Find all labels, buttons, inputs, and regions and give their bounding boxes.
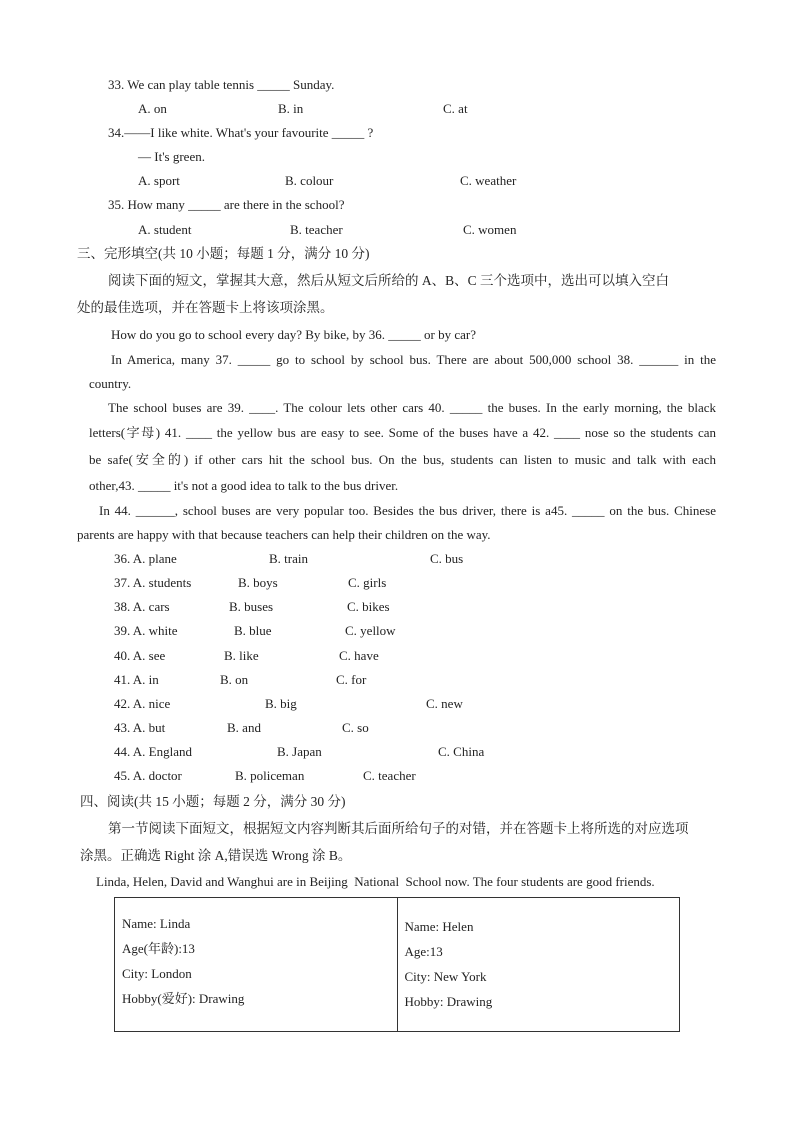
option-42-c: C. new — [426, 696, 463, 711]
option-39-b: B. blue — [234, 623, 272, 638]
option-42-a: 42. A. nice — [114, 696, 171, 711]
card-name: Name: Helen — [404, 919, 474, 934]
question-33-option-c: C. at — [443, 101, 468, 116]
card-city: City: London — [122, 966, 192, 981]
option-43-b: B. and — [227, 720, 261, 735]
section-3-heading: 三、完形填空(共 10 小题；每题 1 分，满分 10 分) — [77, 246, 370, 261]
option-42-b: B. big — [265, 696, 297, 711]
student-card-linda — [115, 898, 398, 1032]
option-37-b: B. boys — [238, 575, 278, 590]
option-39-c: C. yellow — [345, 623, 396, 638]
option-36-b: B. train — [269, 551, 308, 566]
section-3-instruction-line-2: 处的最佳选项，并在答题卡上将该项涂黑。 — [77, 300, 334, 315]
question-33-option-a: A. on — [138, 101, 167, 116]
question-35-stem: 35. How many _____ are there in the school? — [108, 197, 345, 212]
option-38-a: 38. A. cars — [114, 599, 170, 614]
passage-line: be safe(安全的) if other cars hit the school bus. On the bus, students can listen to music and talk with each — [89, 452, 716, 467]
option-38-b: B. buses — [229, 599, 274, 614]
section-4-heading: 四、阅读(共 15 小题；每题 2 分，满分 30 分) — [80, 794, 346, 809]
question-34-option-a: A. sport — [138, 173, 180, 188]
option-45-c: C. teacher — [363, 768, 416, 783]
card-hobby: Hobby(爱好): Drawing — [122, 991, 245, 1006]
card-hobby: Hobby: Drawing — [404, 994, 493, 1009]
option-36-c: C. bus — [430, 551, 464, 566]
passage-line: In 44. ______, school buses are very popular too. Besides the bus driver, there is a45. _____ on the bus. Chinese — [99, 503, 716, 518]
student-card-helen — [397, 898, 680, 1032]
option-41-c: C. for — [336, 672, 367, 687]
option-44-a: 44. A. England — [114, 744, 192, 759]
option-40-b: B. like — [224, 648, 259, 663]
option-40-c: C. have — [339, 648, 379, 663]
question-34-option-b: B. colour — [285, 173, 334, 188]
section-4-instruction-line-2: 涂黑。正确选 Right 涂 A,错误选 Wrong 涂 B。 — [80, 848, 352, 863]
question-35-option-c: C. women — [463, 222, 517, 237]
option-40-a: 40. A. see — [114, 648, 166, 663]
reading-intro: Linda, Helen, David and Wanghui are in Beijing National School now. The four students are good friends. — [96, 874, 655, 889]
option-45-a: 45. A. doctor — [114, 768, 182, 783]
passage-line: parents are happy with that because teachers can help their children on the way. — [77, 527, 491, 542]
student-info-table — [114, 897, 680, 1032]
option-37-c: C. girls — [348, 575, 387, 590]
option-43-c: C. so — [342, 720, 369, 735]
question-35-option-b: B. teacher — [290, 222, 343, 237]
question-33-option-b: B. in — [278, 101, 304, 116]
card-name: Name: Linda — [122, 916, 191, 931]
passage-line: other,43. _____ it's not a good idea to talk to the bus driver. — [89, 478, 399, 493]
option-39-a: 39. A. white — [114, 623, 178, 638]
section-4-instruction-line-1: 第一节阅读下面短文，根据短文内容判断其后面所给句子的对错，并在答题卡上将所选的对应选项 — [108, 821, 689, 836]
section-3-instruction-line-1: 阅读下面的短文，掌握其大意，然后从短文后所给的 A、B、C 三个选项中，选出可以填入空白 — [108, 273, 670, 288]
question-35-option-a: A. student — [138, 222, 192, 237]
option-41-b: B. on — [220, 672, 249, 687]
passage-line: country. — [89, 376, 132, 391]
question-34-reply: — It's green. — [138, 149, 205, 164]
passage-line: The school buses are 39. ____. The colour lets other cars 40. _____ the buses. In the early morning, the black — [108, 400, 716, 415]
card-city: City: New York — [404, 969, 487, 984]
option-44-b: B. Japan — [277, 744, 322, 759]
question-34-stem: 34.——I like white. What's your favourite _____ ? — [108, 125, 374, 140]
question-33-stem: 33. We can play table tennis _____ Sunday. — [108, 77, 335, 92]
card-age: Age:13 — [404, 944, 443, 959]
passage-line: letters(字母) 41. ____ the yellow bus are easy to see. Some of the buses have a 42. ____ nose so the students can — [89, 425, 716, 440]
passage-line: In America, many 37. _____ go to school by school bus. There are about 500,000 school 38. ______ in the — [111, 352, 716, 367]
passage-line: How do you go to school every day? By bike, by 36. _____ or by car? — [111, 327, 477, 342]
option-41-a: 41. A. in — [114, 672, 159, 687]
card-age: Age(年龄):13 — [122, 941, 195, 956]
option-43-a: 43. A. but — [114, 720, 166, 735]
option-38-c: C. bikes — [347, 599, 390, 614]
option-36-a: 36. A. plane — [114, 551, 177, 566]
option-45-b: B. policeman — [235, 768, 305, 783]
option-44-c: C. China — [438, 744, 485, 759]
option-37-a: 37. A. students — [114, 575, 192, 590]
question-34-option-c: C. weather — [460, 173, 517, 188]
